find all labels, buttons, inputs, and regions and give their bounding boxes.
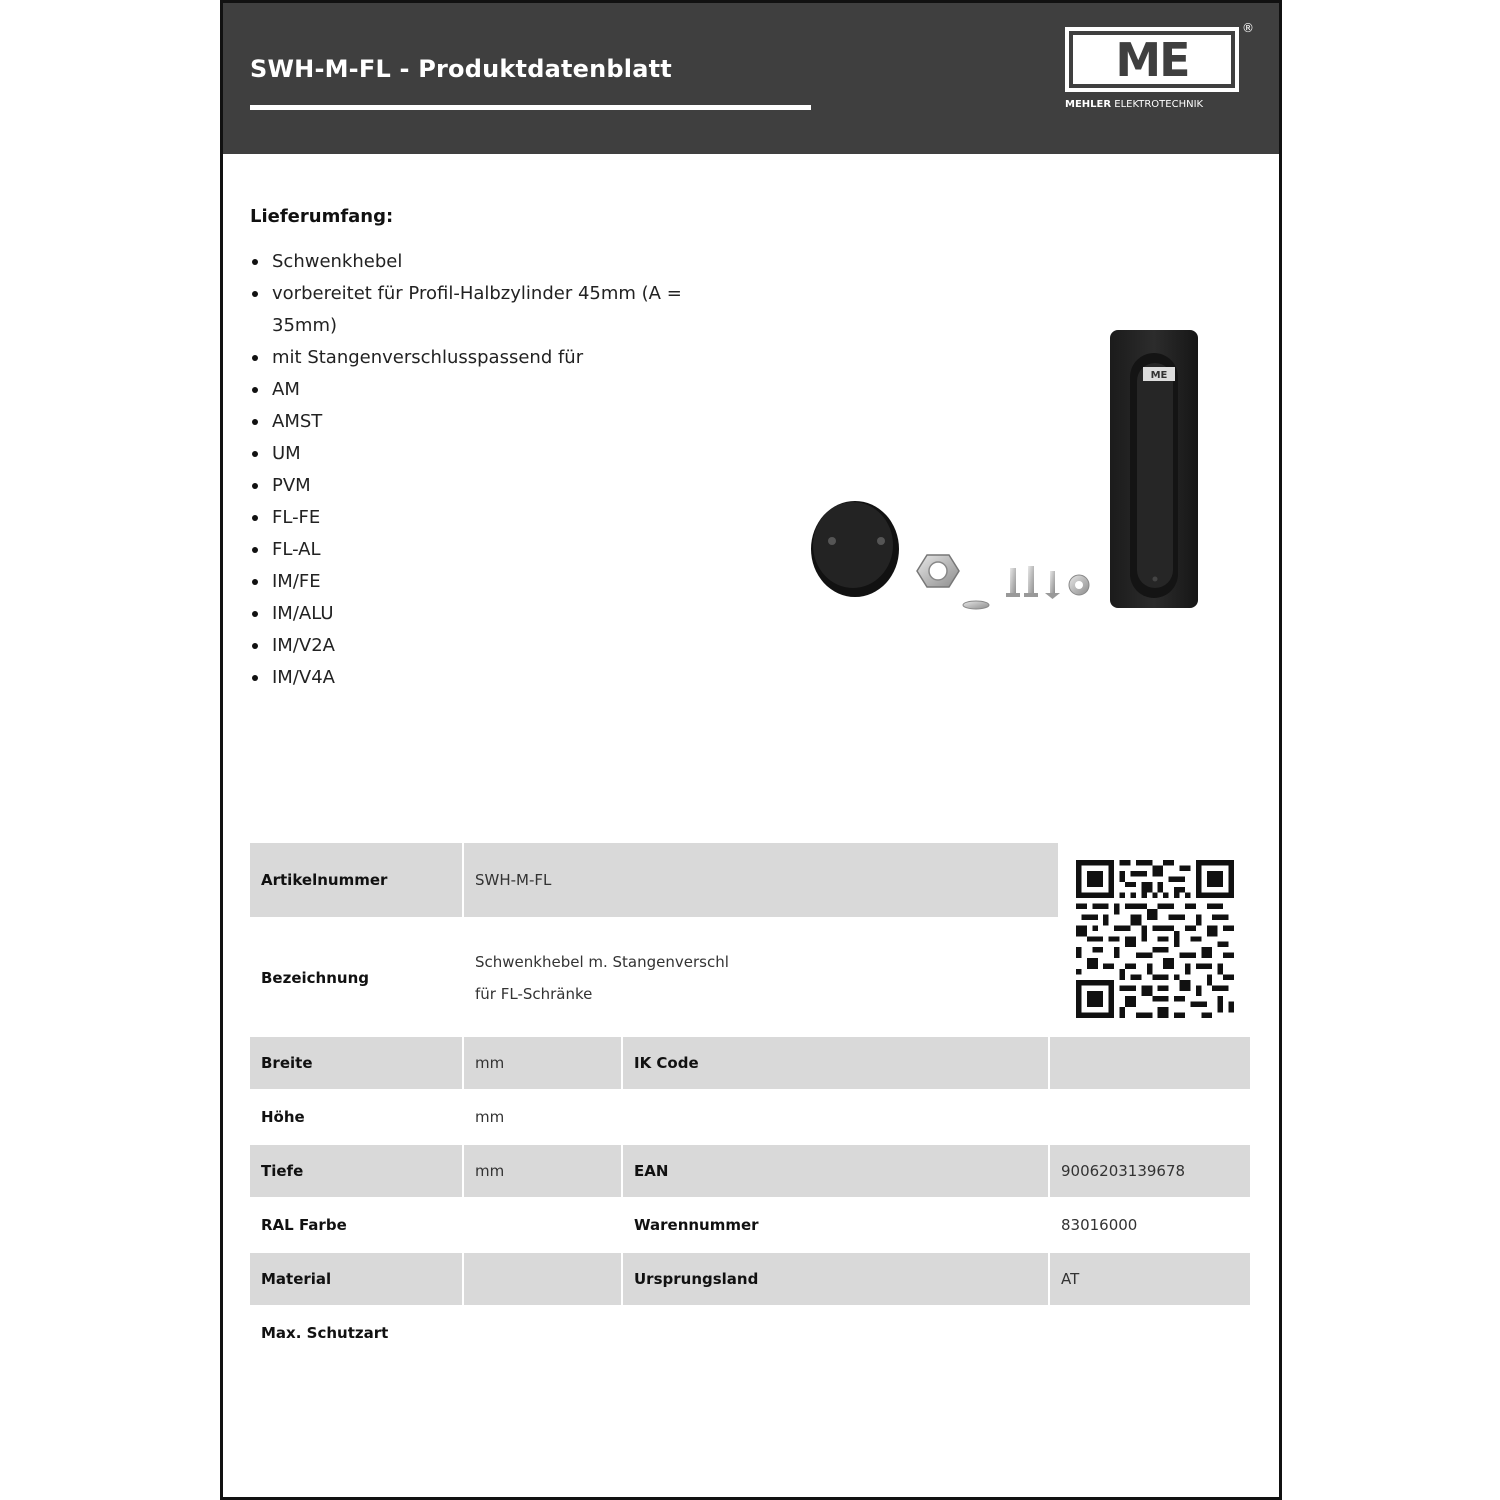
list-item: IM/ALU [250, 598, 740, 630]
label-artikelnummer: Artikelnummer [250, 843, 462, 917]
bezeichnung-line-1: Schwenkhebel m. Stangenverschl [475, 952, 729, 971]
value-hoehe: mm [475, 1108, 505, 1126]
list-item: AM [250, 374, 740, 406]
list-item: IM/V4A [250, 662, 740, 694]
lever-handle [1110, 330, 1198, 608]
label-ursprungsland: Ursprungsland [623, 1253, 1048, 1305]
list-item: Schwenkhebel [250, 246, 740, 278]
list-item: FL-FE [250, 502, 740, 534]
list-item: UM [250, 438, 740, 470]
scope-title: Lieferumfang: [250, 206, 394, 227]
list-item-continuation: 35mm) [272, 315, 337, 336]
page-title: SWH-M-FL - Produktdatenblatt [250, 55, 672, 83]
datasheet-page [220, 0, 1282, 1500]
value-max-schutzart [464, 1307, 621, 1359]
product-image [807, 323, 1207, 623]
logo-letters: ME [1115, 32, 1189, 87]
title-underline [250, 105, 811, 110]
screws [1006, 566, 1089, 599]
value-ral-farbe [464, 1199, 621, 1251]
list-item: IM/V2A [250, 630, 740, 662]
hex-nut [917, 555, 989, 609]
list-item: PVM [250, 470, 740, 502]
list-item: AMST [250, 406, 740, 438]
round-cap [811, 501, 899, 597]
label-max-schutzart: Max. Schutzart [261, 1324, 389, 1342]
value-artikelnummer: SWH-M-FL [464, 843, 1058, 917]
header-bar [223, 3, 1279, 154]
registered-mark: ® [1242, 21, 1254, 35]
list-item: FL-AL [250, 534, 740, 566]
label-warennummer: Warennummer [634, 1216, 759, 1234]
value-breite: mm [464, 1037, 621, 1089]
logo-brand: MEHLER [1065, 99, 1112, 110]
list-item: vorbereitet für Profil-Halbzylinder 45mm (A = [250, 278, 740, 310]
scope-list [250, 246, 740, 694]
value-ik-code [1050, 1037, 1250, 1089]
list-item: IM/FE [250, 566, 740, 598]
label-ik-code: IK Code [623, 1037, 1048, 1089]
value-ean: 9006203139678 [1050, 1145, 1250, 1197]
qr-code [1076, 860, 1234, 1018]
label-bezeichnung: Bezeichnung [261, 968, 369, 987]
bezeichnung-line-2: für FL-Schränke [475, 984, 593, 1003]
mehler-logo [1065, 21, 1255, 117]
label-ean: EAN [623, 1145, 1048, 1197]
label-ral-farbe: RAL Farbe [261, 1216, 347, 1234]
label-hoehe: Höhe [261, 1108, 305, 1126]
value-bezeichnung [464, 919, 1058, 1036]
value-tiefe: mm [464, 1145, 621, 1197]
logo-division: ELEKTROTECHNIK [1114, 99, 1204, 110]
logo-subtitle [1065, 99, 1243, 110]
value-ursprungsland: AT [1050, 1253, 1250, 1305]
label-breite: Breite [250, 1037, 462, 1089]
value-warennummer: 83016000 [1061, 1216, 1138, 1234]
handle-logo: ME [1150, 370, 1168, 381]
logo-box [1065, 27, 1239, 92]
value-material [464, 1253, 621, 1305]
label-tiefe: Tiefe [250, 1145, 462, 1197]
list-item: mit Stangenverschlusspassend für [250, 342, 740, 374]
label-material: Material [250, 1253, 462, 1305]
